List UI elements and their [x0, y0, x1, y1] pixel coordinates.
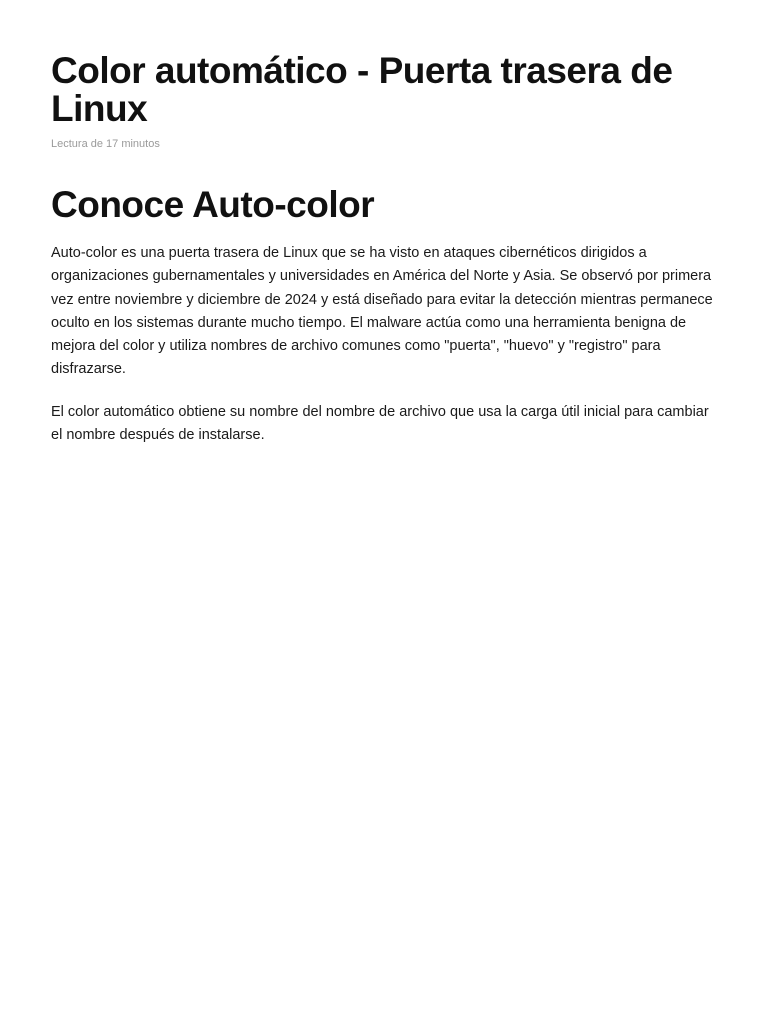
section-heading: Conoce Auto-color: [51, 184, 375, 225]
paragraph-name-origin: El color automático obtiene su nombre del nombre de archivo que usa la carga útil inicial para cambiar el nombre después de instalarse.: [51, 403, 709, 444]
section-conoce-auto-color: [51, 184, 721, 447]
reading-time: Lectura de 17 minutos: [51, 138, 160, 150]
article: [51, 52, 721, 447]
article-title: Color automático - Puerta trasera de Linux: [51, 50, 673, 129]
paragraph-intro: Auto-color es una puerta trasera de Linux que se ha visto en ataques cibernéticos dirigidos a organizaciones gubernamentales y universidades en América del Norte y Asia. Se observó por primera vez entre noviembre y diciembre de 2024 y está diseñado para evitar la detección mientras permanece oculto en los sistemas durante mucho tiempo. El malware actúa como una herramienta benigna de mejora del color y utiliza nombres de archivo comunes como "puerta", "huevo" y "registro" para disfrazarse.: [51, 245, 713, 378]
